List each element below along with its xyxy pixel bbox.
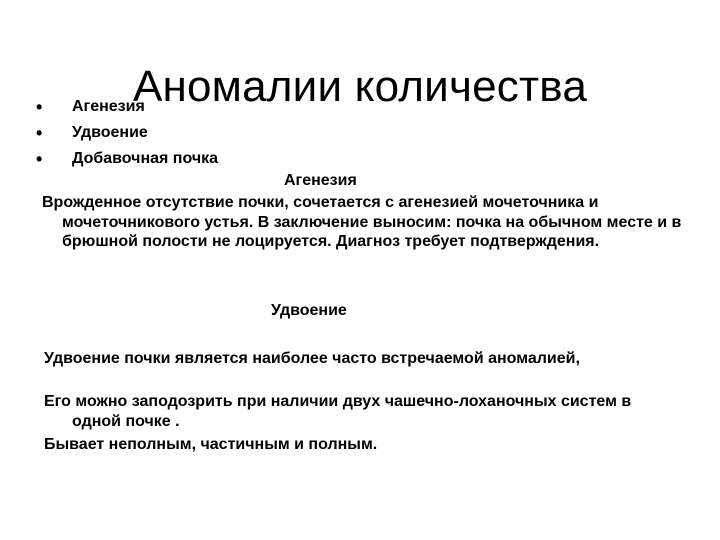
bullet-dot-icon: • (36, 149, 43, 169)
duplication-heading: Удвоение (271, 302, 347, 319)
bullet-label: Добавочная почка (72, 150, 219, 167)
bullet-label: Агенезия (72, 98, 145, 115)
topic-bullet-list (36, 94, 218, 172)
slide-title: Аномалии количества (132, 62, 588, 112)
agenesis-heading: Агенезия (284, 172, 357, 189)
duplication-paragraph-frequency: Удвоение почки является наиболее часто встречаемой аномалией, (44, 350, 580, 367)
bullet-label: Удвоение (72, 124, 148, 141)
agenesis-text: Врожденное отсутствие почки, сочетается с агенезией мочеточника и мочеточникового устья. В заключение выносим: почка на обычном месте и в брюшной полости не лоцируется. Диагноз требует подтверждения. (42, 194, 682, 250)
bullet-dot-icon: • (36, 123, 43, 143)
duplication-paragraph-detection: Его можно заподозрить при наличии двух чашечно-лоханочных систем в одной почке . (44, 393, 632, 430)
agenesis-description (38, 193, 698, 252)
bullet-dot-icon: • (36, 97, 43, 117)
duplication-paragraph-types: Бывает неполным, частичным и полным. (44, 436, 378, 453)
bullet-item-duplication (36, 120, 218, 146)
bullet-item-accessory-kidney (36, 146, 218, 172)
bullet-item-agenesis (36, 94, 218, 120)
